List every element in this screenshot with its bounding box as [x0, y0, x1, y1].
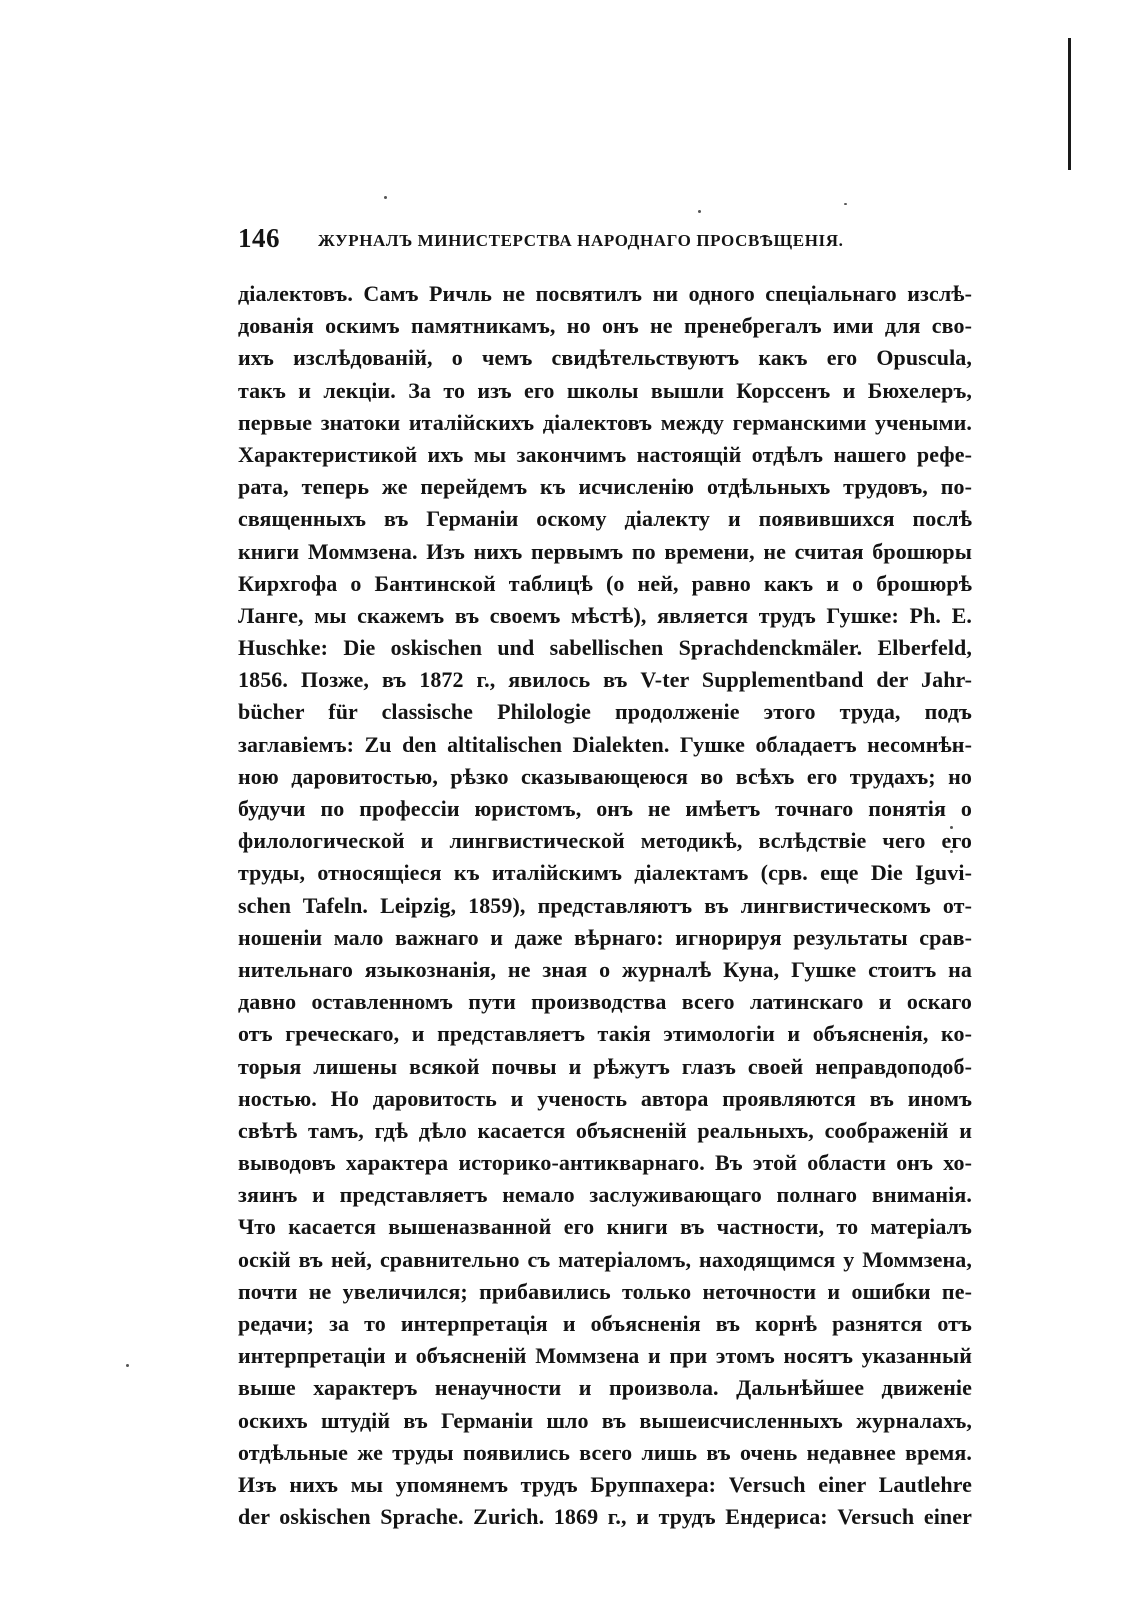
text-line: свѣтѣ тамъ, гдѣ дѣло касается объясненій реальныхъ, соображеній и: [238, 1117, 972, 1143]
text-line: такъ и лекціи. За то изъ его школы вышли Корссенъ и Бюхелеръ,: [238, 377, 972, 403]
text-line: интерпретаціи и объясненій Моммзена и при этомъ носятъ указанный: [238, 1343, 972, 1369]
text-line: труды, относящіеся къ италійскимъ діалектамъ (срв. еще Die Iguvi-: [238, 860, 972, 886]
text-line: священныхъ въ Германіи оскому діалекту и появившихся послѣ: [238, 506, 972, 532]
text-line: bücher für classische Philologie продолженіе этого труда, подъ: [238, 699, 972, 725]
page-edge-rule: [1068, 38, 1071, 170]
text-line: der oskischen Sprache. Zurich. 1869 г., и трудъ Ендериса: Versuch einer: [238, 1504, 972, 1530]
running-title: ЖУРНАЛЪ МИНИСТЕРСТВА НАРОДНАГО ПРОСВѢЩЕНІЯ.: [318, 231, 844, 250]
text-line: рата, теперь же перейдемъ къ исчисленію отдѣльныхъ трудовъ, по-: [238, 474, 972, 500]
text-line: заглавіемъ: Zu den altitalischen Dialekten. Гушке обладаетъ несомнѣн-: [238, 731, 972, 757]
text-line: будучи по профессіи юристомъ, онъ не имѣетъ точнаго понятія о: [238, 796, 972, 821]
text-line: выводовъ характера историко-антикварнаго. Въ этой области онъ хо-: [238, 1150, 972, 1176]
scan-speck: [844, 203, 847, 205]
text-line: schen Tafeln. Leipzig, 1859), представляютъ въ лингвистическомъ от-: [238, 892, 972, 918]
text-line: оскій въ ней, сравнительно съ матеріаломъ, находящимся у Моммзена,: [238, 1246, 972, 1272]
text-line: Ланге, мы скажемъ въ своемъ мѣстѣ), является трудъ Гушке: Ph. E.: [238, 602, 972, 628]
text-line: выше характеръ ненаучности и произвола. Дальнѣйшее движеніе: [238, 1375, 972, 1401]
text-line: ношеніи мало важнаго и даже вѣрнаго: игнорируя результаты срав-: [238, 924, 972, 950]
text-line: дованія оскимъ памятникамъ, но онъ не пренебрегалъ ими для сво-: [238, 313, 972, 339]
scan-speck: [126, 1364, 129, 1367]
text-line: давно оставленномъ пути производства всего латинскаго и оскаго: [238, 989, 972, 1015]
scan-speck: [384, 196, 387, 199]
text-line: 1856. Позже, въ 1872 г., явилось въ V-ter Supplementband der Jahr-: [238, 667, 972, 693]
text-line: отъ греческаго, и представляетъ такія этимологіи и объясненія, ко-: [238, 1021, 972, 1047]
page-number: 146: [238, 223, 280, 253]
scan-speck: [698, 210, 701, 213]
text-line: торыя лишены всякой почвы и рѣжутъ глазъ своей неправдоподоб-: [238, 1053, 972, 1079]
page-header: [238, 223, 972, 263]
text-line: ихъ изслѣдованій, о чемъ свидѣтельствуютъ какъ его Opuscula,: [238, 345, 972, 371]
text-line: нительнаго языкознанія, не зная о журналѣ Куна, Гушке стоитъ на: [238, 956, 972, 982]
text-line: первые знатоки италійскихъ діалектовъ между германскими учеными.: [238, 409, 972, 435]
text-line: книги Моммзена. Изъ нихъ первымъ по времени, не считая брошюры: [238, 538, 972, 564]
text-line: ностью. Но даровитость и ученость автора проявляются въ иномъ: [238, 1085, 972, 1111]
text-line: зяинъ и представляетъ немало заслуживающаго полнаго вниманія.: [238, 1182, 972, 1208]
text-line: почти не увеличился; прибавились только неточности и ошибки пе-: [238, 1278, 972, 1304]
text-line: Характеристикой ихъ мы закончимъ настоящій отдѣлъ нашего рефе-: [238, 441, 972, 467]
text-line: Кирхгофа о Бантинской таблицѣ (о ней, равно какъ и о брошюрѣ: [238, 570, 972, 596]
text-line: оскихъ штудій въ Германіи шло въ вышеисчисленныхъ журналахъ,: [238, 1407, 972, 1433]
text-line: Что касается вышеназванной его книги въ частности, то матеріалъ: [238, 1214, 972, 1240]
text-line: ною даровитостью, рѣзко сказывающеюся во всѣхъ его трудахъ; но: [238, 763, 972, 789]
text-line: Изъ нихъ мы упомянемъ трудъ Бруппахера: Versuch einer Lautlehre: [238, 1471, 972, 1497]
text-line: діалектовъ. Самъ Ричль не посвятилъ ни одного спеціальнаго изслѣ-: [238, 281, 972, 306]
text-line: филологической и лингвистической методикѣ, вслѣдствіе чего его: [238, 828, 972, 854]
body-text: [238, 278, 972, 1533]
text-line: редачи; за то интерпретація и объясненія въ корнѣ разнятся отъ: [238, 1311, 972, 1336]
text-line: Huschke: Die oskischen und sabellischen Sprachdenckmäler. Elberfeld,: [238, 635, 972, 661]
text-line: отдѣльные же труды появились всего лишь въ очень недавнее время.: [238, 1439, 972, 1465]
